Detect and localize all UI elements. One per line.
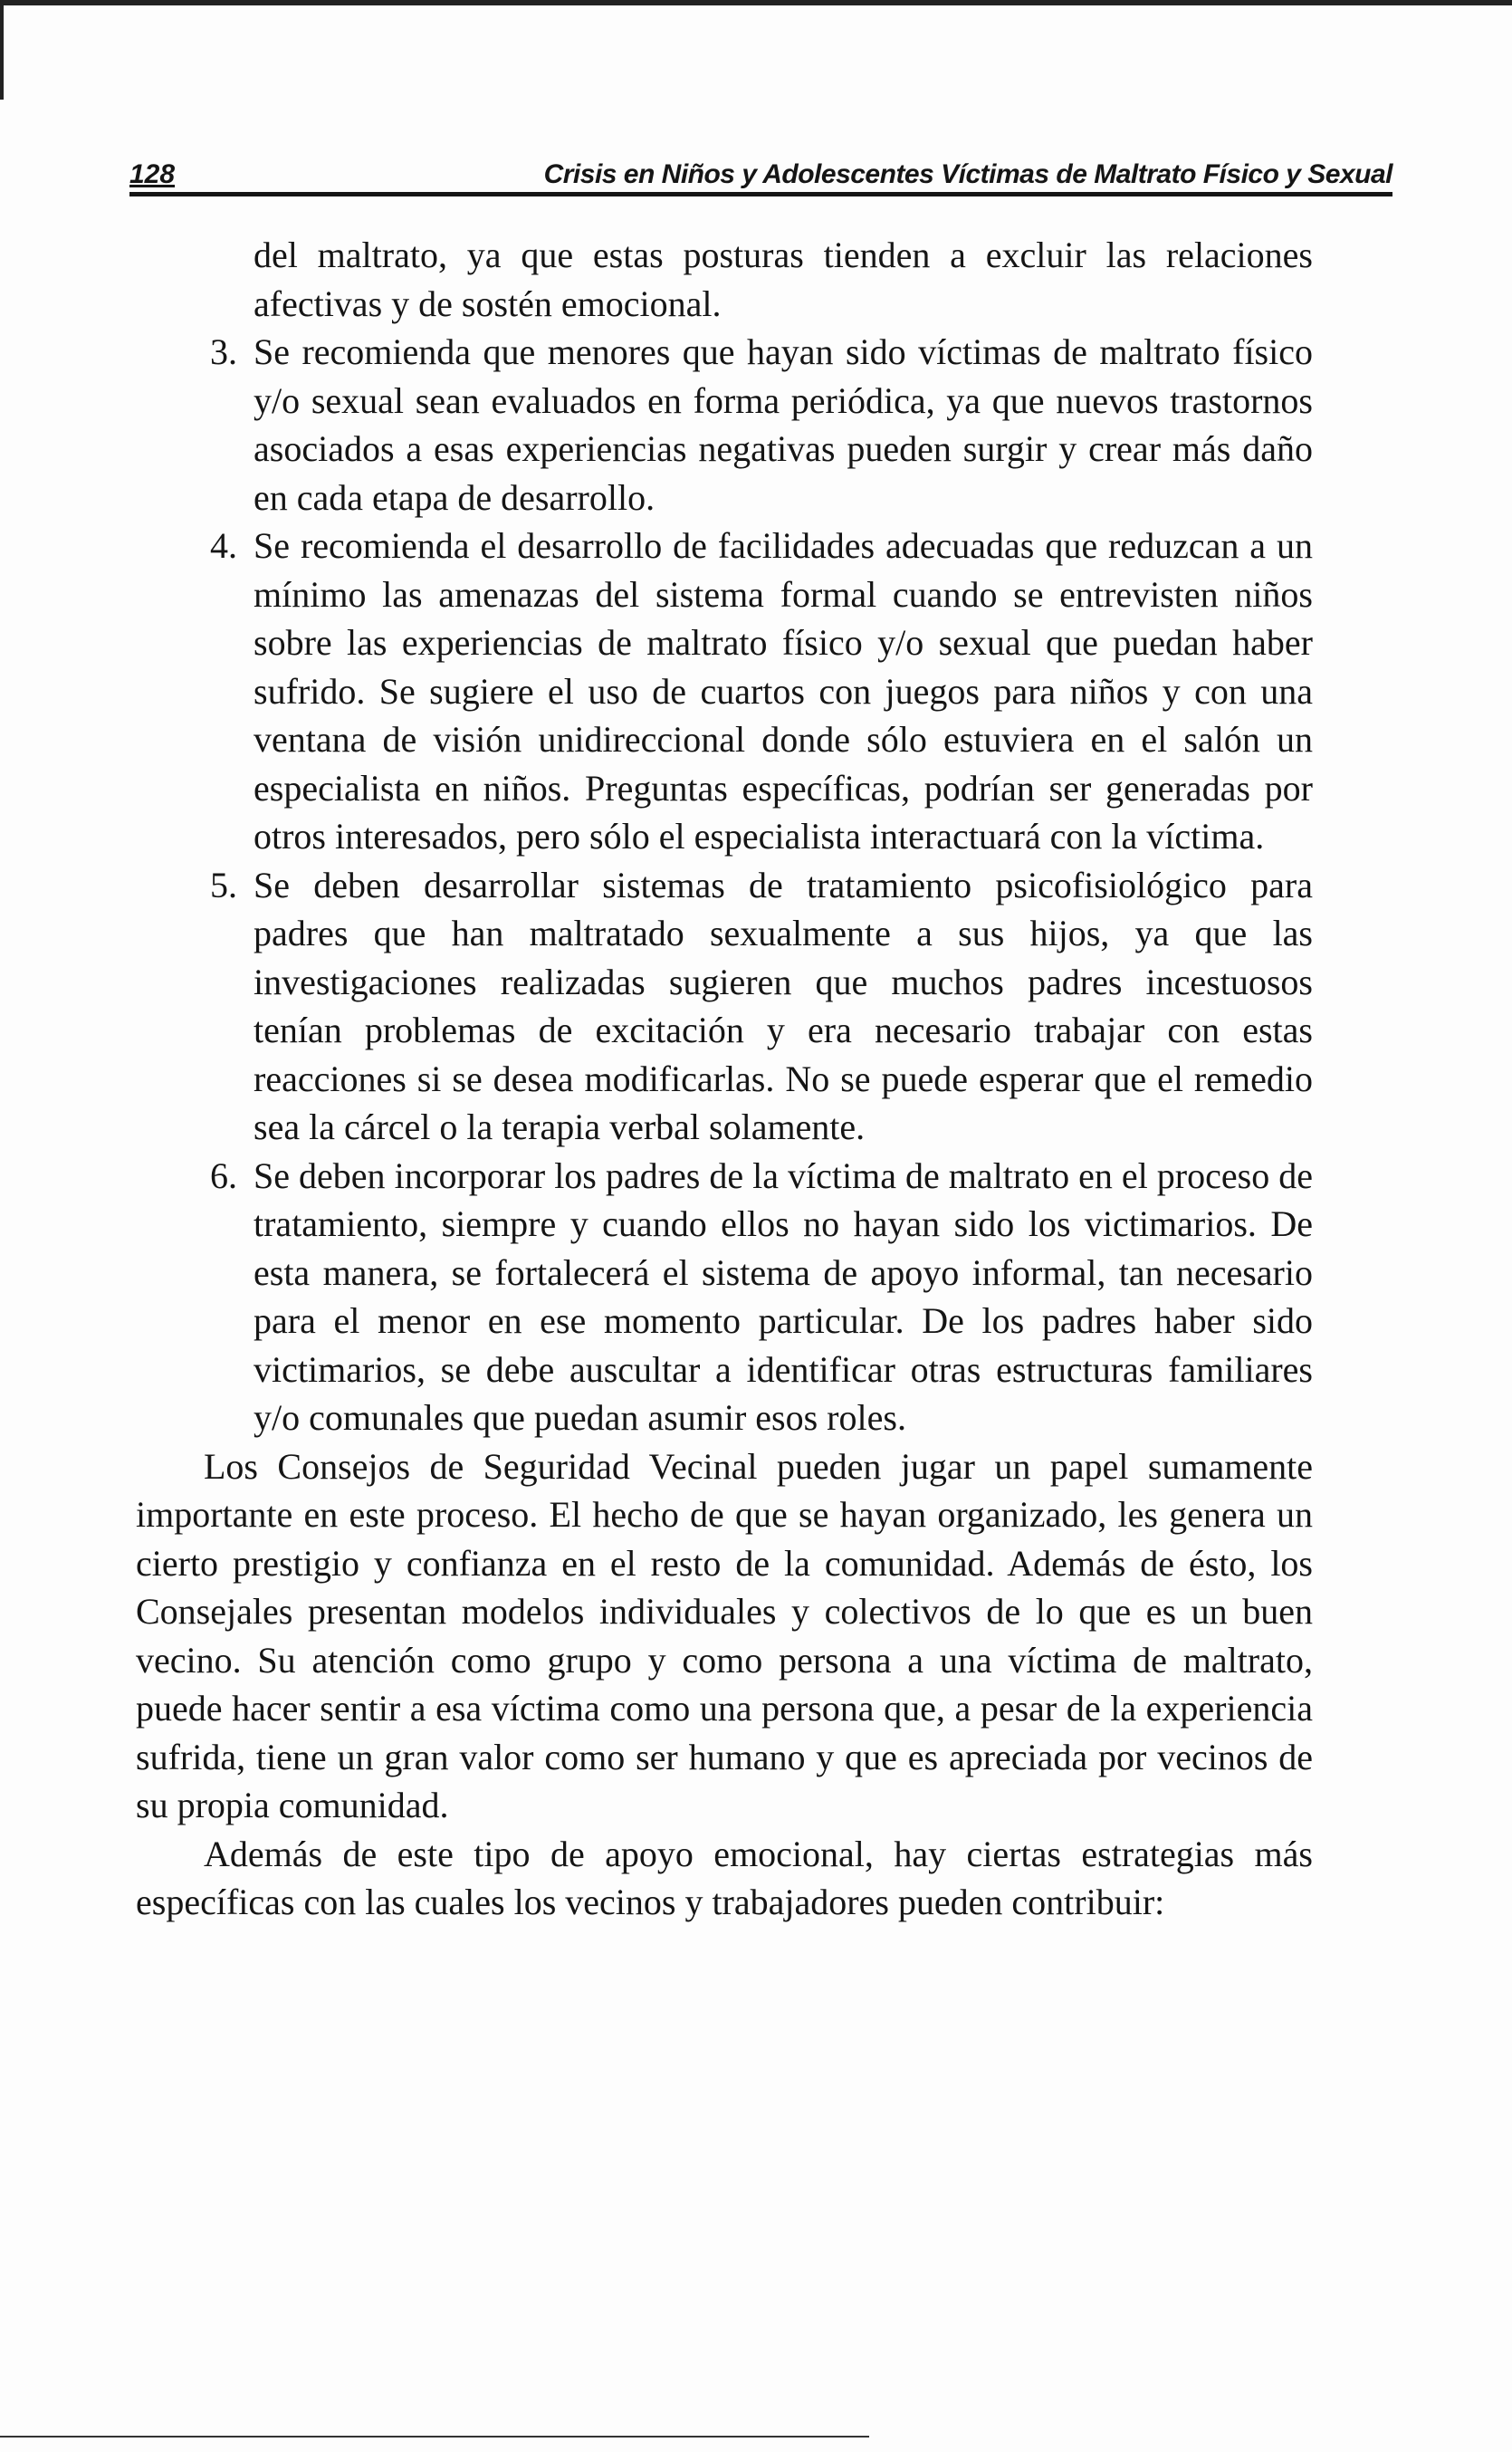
paragraph: Además de este tipo de apoyo emocional, hay ciertas estrategias más específicas con las cuales los vecinos y trabajadores pueden contribuir:: [136, 1833, 1313, 1922]
list-item-number: 5.: [210, 864, 237, 905]
recommendation-list: [136, 231, 1313, 1442]
list-item: [210, 522, 1313, 861]
bottom-rule: [0, 2436, 869, 2438]
running-title: Crisis en Niños y Adolescentes Víctimas de Maltrato Físico y Sexual: [543, 159, 1392, 189]
list-item-text: Se recomienda que menores que hayan sido víctimas de maltrato físico y/o sexual sean evaluados en forma periódica, ya que nuevos trastornos asociados a esas experiencias negativas pueden surgir y crear más daño en cada etapa de desarrollo.: [254, 331, 1313, 518]
list-item-text: del maltrato, ya que estas posturas tienden a excluir las relaciones afectivas y de sostén emocional.: [254, 235, 1313, 324]
list-item: [210, 328, 1313, 522]
body-text: [136, 231, 1313, 1927]
list-item-text: Se deben incorporar los padres de la víctima de maltrato en el proceso de tratamiento, siempre y cuando ellos no hayan sido los victimarios. De esta manera, se fortalecerá el sistema de apoyo informal, tan necesario para el menor en ese momento particular. De los padres haber sido victimarios, se debe auscultar a identificar otras estructuras familiares y/o comunales que puedan asumir esos roles.: [254, 1154, 1313, 1438]
page-left-edge: [0, 0, 4, 100]
list-item: [210, 1152, 1313, 1442]
running-header: [129, 145, 1392, 196]
list-item-number: 3.: [210, 331, 237, 372]
paragraph: Los Consejos de Seguridad Vecinal pueden jugar un papel sumamente importante en este proceso. El hecho de que se hayan organizado, les genera un cierto prestigio y confianza en el resto de la comunidad. Además de ésto, los Consejales presentan modelos individuales y colectivos de lo que es un buen vecino. Su atención como grupo y como persona a una víctima de maltrato, puede hacer sentir a esa víctima como una persona que, a pesar de la experiencia sufrida, tiene un gran valor como ser humano y que es apreciada por vecinos de su propia comunidad.: [136, 1445, 1313, 1825]
page-number: 128: [129, 159, 176, 189]
list-item-continuation: [254, 231, 1313, 328]
list-item-number: 6.: [210, 1154, 237, 1196]
list-item: [210, 861, 1313, 1152]
list-item-text: Se recomienda el desarrollo de facilidades adecuadas que reduzcan a un mínimo las amenazas del sistema formal cuando se entrevisten niños sobre las experiencias de maltrato físico y/o sexual que puedan haber sufrido. Se sugiere el uso de cuartos con juegos para niños y con una ventana de visión unidireccional donde sólo estuviera en el salón un especialista en niños. Preguntas específicas, podrían ser generadas por otros interesados, pero sólo el especialista interactuará con la víctima.: [254, 525, 1313, 857]
list-item-text: Se deben desarrollar sistemas de tratamiento psicofisiológico para padres que han maltratado sexualmente a sus hijos, ya que las investigaciones realizadas sugieren que muchos padres incestuosos tenían problemas de excitación y era necesario trabajar con estas reacciones si se desea modificarlas. No se puede esperar que el remedio sea la cárcel o la terapia verbal solamente.: [254, 864, 1313, 1147]
page-top-edge: [0, 0, 1512, 5]
list-item-number: 4.: [210, 525, 237, 566]
